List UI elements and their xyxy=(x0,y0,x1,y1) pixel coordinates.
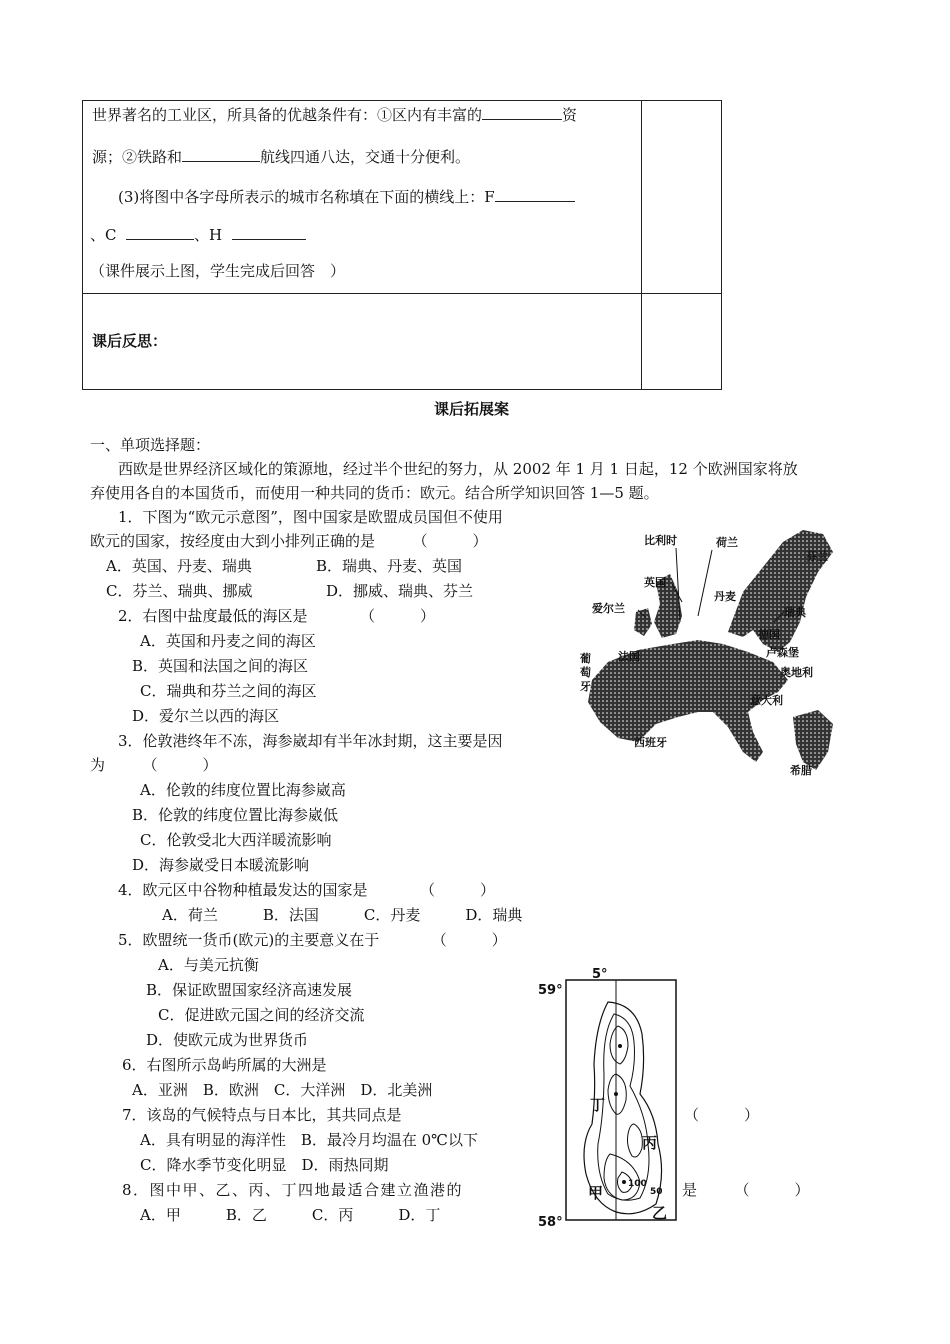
q5-option-b[interactable]: B．保证欧盟国家经济高速发展 xyxy=(146,981,353,999)
place-bing: 丙 xyxy=(642,1134,658,1152)
table-text: 源；②铁路和 xyxy=(92,148,183,166)
contour-label-50: 50 xyxy=(650,1187,663,1197)
label-germany: 德国 xyxy=(758,628,780,641)
island-contour-map xyxy=(536,964,690,1240)
q5-option-a[interactable]: A．与美元抗衡 xyxy=(158,956,259,974)
question-2: 2．右图中盐度最低的海区是 （ ） xyxy=(118,607,436,625)
q2-option-d[interactable]: D．爱尔兰以西的海区 xyxy=(132,707,280,725)
table-column-divider xyxy=(641,101,642,389)
question-3: 3．伦敦港终年不冻，海参崴却有半年冰封期，这主要是因 xyxy=(118,732,503,750)
intro-line-1: 西欧是世界经济区域化的策源地，经过半个世纪的努力，从 2002 年 1 月 1 日起，12 个欧洲国家将放 xyxy=(118,460,798,478)
label-netherlands: 荷兰 xyxy=(716,536,738,549)
contour-4 xyxy=(628,1124,643,1157)
intro-line-2: 弃使用各自的本国货币，而使用一种共同的货币：欧元。结合所学知识回答 1—5 题。 xyxy=(90,484,659,502)
question-1: 1．下图为“欧元示意图”，图中国家是欧盟成员国但不使用 xyxy=(118,508,503,526)
q3-option-a[interactable]: A．伦敦的纬度位置比海参崴高 xyxy=(140,781,346,799)
table-text: 世界著名的工业区，所具备的优越条件有：①区内有丰富的 xyxy=(92,106,483,124)
question-8: 8．图中甲、乙、丙、丁四地最适合建立渔港的 xyxy=(122,1181,464,1199)
table-text: 航线四通八达，交通十分便利。 xyxy=(260,148,471,166)
pointer-netherlands xyxy=(698,550,712,616)
q5-option-c[interactable]: C．促进欧元国之间的经济交流 xyxy=(158,1006,365,1024)
q3-option-d[interactable]: D．海参崴受日本暖流影响 xyxy=(132,856,310,874)
answer-blank[interactable] xyxy=(495,187,575,202)
label-greece: 希腊 xyxy=(790,764,812,777)
place-ding: 丁 xyxy=(590,1096,606,1114)
question-7-paren: （ ） xyxy=(684,1106,760,1124)
answer-blank[interactable] xyxy=(182,147,260,162)
peak-marker xyxy=(622,1180,626,1184)
question-8-tail: 是 （ ） xyxy=(682,1181,810,1199)
question-1-cont: 欧元的国家，按经度由大到小排列正确的是 （ ） xyxy=(90,532,488,550)
question-3-cont: 为 （ ） xyxy=(90,756,218,774)
peak-marker xyxy=(614,1092,618,1096)
table-line-2 xyxy=(92,146,470,167)
q7-options-cd[interactable]: C．降水季节变化明显 D．雨热同期 xyxy=(140,1156,389,1174)
label-denmark: 丹麦 xyxy=(714,590,736,603)
answer-blank[interactable] xyxy=(482,105,562,120)
q1-option-b[interactable]: B．瑞典、丹麦、英国 xyxy=(316,557,463,575)
q3-option-b[interactable]: B．伦敦的纬度位置比海参崴低 xyxy=(132,806,339,824)
label-france: 法国 xyxy=(618,650,640,663)
latitude-bottom-label: 58° xyxy=(538,1215,563,1230)
q1-option-c[interactable]: C．芬兰、瑞典、挪威 xyxy=(106,582,253,600)
label-luxembourg: 卢森堡 xyxy=(766,646,799,659)
q7-options-ab[interactable]: A．具有明显的海洋性 B．最冷月均温在 0℃以下 xyxy=(140,1131,478,1149)
contour-label-100: 100 xyxy=(628,1179,647,1189)
table-text: 、H xyxy=(194,226,223,244)
label-belgium: 比利时 xyxy=(644,534,677,547)
question-6: 6．右图所示岛屿所属的大洲是 xyxy=(122,1056,327,1074)
table-row-divider xyxy=(83,293,721,294)
table-line-1 xyxy=(92,104,577,125)
latitude-top-label: 59° xyxy=(538,983,563,998)
question-5: 5．欧盟统一货币(欧元)的主要意义在于 （ ） xyxy=(118,931,507,949)
table-text: 资 xyxy=(562,106,578,124)
q4-options[interactable]: A．荷兰 B．法国 C．丹麦 D．瑞典 xyxy=(162,906,523,924)
label-uk: 英国 xyxy=(644,576,666,589)
scandinavia-shape xyxy=(728,530,833,652)
table-line-4 xyxy=(90,224,306,245)
q1-option-d[interactable]: D．挪威、瑞典、芬兰 xyxy=(326,582,474,600)
contour-5 xyxy=(604,1154,640,1200)
table-line-5: （课件展示上图，学生完成后回答 ） xyxy=(90,262,346,280)
label-sweden: 瑞典 xyxy=(784,606,806,619)
table-text: 、C xyxy=(90,226,117,244)
q3-option-c[interactable]: C．伦敦受北大西洋暖流影响 xyxy=(140,831,332,849)
table-line-3 xyxy=(118,186,575,207)
lesson-table xyxy=(82,100,722,390)
label-portugal-1: 葡 xyxy=(580,652,591,665)
label-italy: 意大利 xyxy=(750,694,783,707)
q5-option-d[interactable]: D．使欧元成为世界货币 xyxy=(146,1031,309,1049)
q8-options[interactable]: A．甲 B．乙 C．丙 D．丁 xyxy=(140,1206,441,1224)
question-4: 4．欧元区中谷物种植最发达的国家是 （ ） xyxy=(118,881,496,899)
answer-blank[interactable] xyxy=(126,225,194,240)
question-7: 7．该岛的气候特点与日本比，其共同点是 xyxy=(122,1106,402,1124)
label-ireland: 爱尔兰 xyxy=(592,602,625,615)
answer-blank[interactable] xyxy=(232,225,306,240)
q2-option-b[interactable]: B．英国和法国之间的海区 xyxy=(132,657,309,675)
map-frame xyxy=(566,980,676,1220)
q1-option-a[interactable]: A．英国、丹麦、瑞典 xyxy=(106,557,252,575)
q2-option-c[interactable]: C．瑞典和芬兰之间的海区 xyxy=(140,682,317,700)
part-heading: 一、单项选择题： xyxy=(90,436,211,454)
place-jia: 甲 xyxy=(588,1184,604,1202)
label-portugal-2: 萄 xyxy=(580,666,591,679)
ireland-shape xyxy=(634,608,652,636)
place-yi: 乙 xyxy=(652,1204,668,1222)
label-austria: 奥地利 xyxy=(780,666,813,679)
q6-options[interactable]: A．亚洲 B．欧洲 C．大洋洲 D．北美洲 xyxy=(132,1081,433,1099)
peak-marker xyxy=(618,1044,622,1048)
longitude-label: 5° xyxy=(592,967,608,982)
reflection-label: 课后反思： xyxy=(92,332,168,350)
q2-option-a[interactable]: A．英国和丹麦之间的海区 xyxy=(140,632,316,650)
label-finland: 芬兰 xyxy=(806,550,828,563)
table-text: (3)将图中各字母所表示的城市名称填在下面的横线上：F xyxy=(118,188,495,206)
europe-euro-map xyxy=(578,512,850,778)
label-portugal-3: 牙 xyxy=(580,680,591,693)
label-spain: 西班牙 xyxy=(634,736,667,749)
greece-shape xyxy=(793,710,833,770)
section-title: 课后拓展案 xyxy=(434,400,510,418)
